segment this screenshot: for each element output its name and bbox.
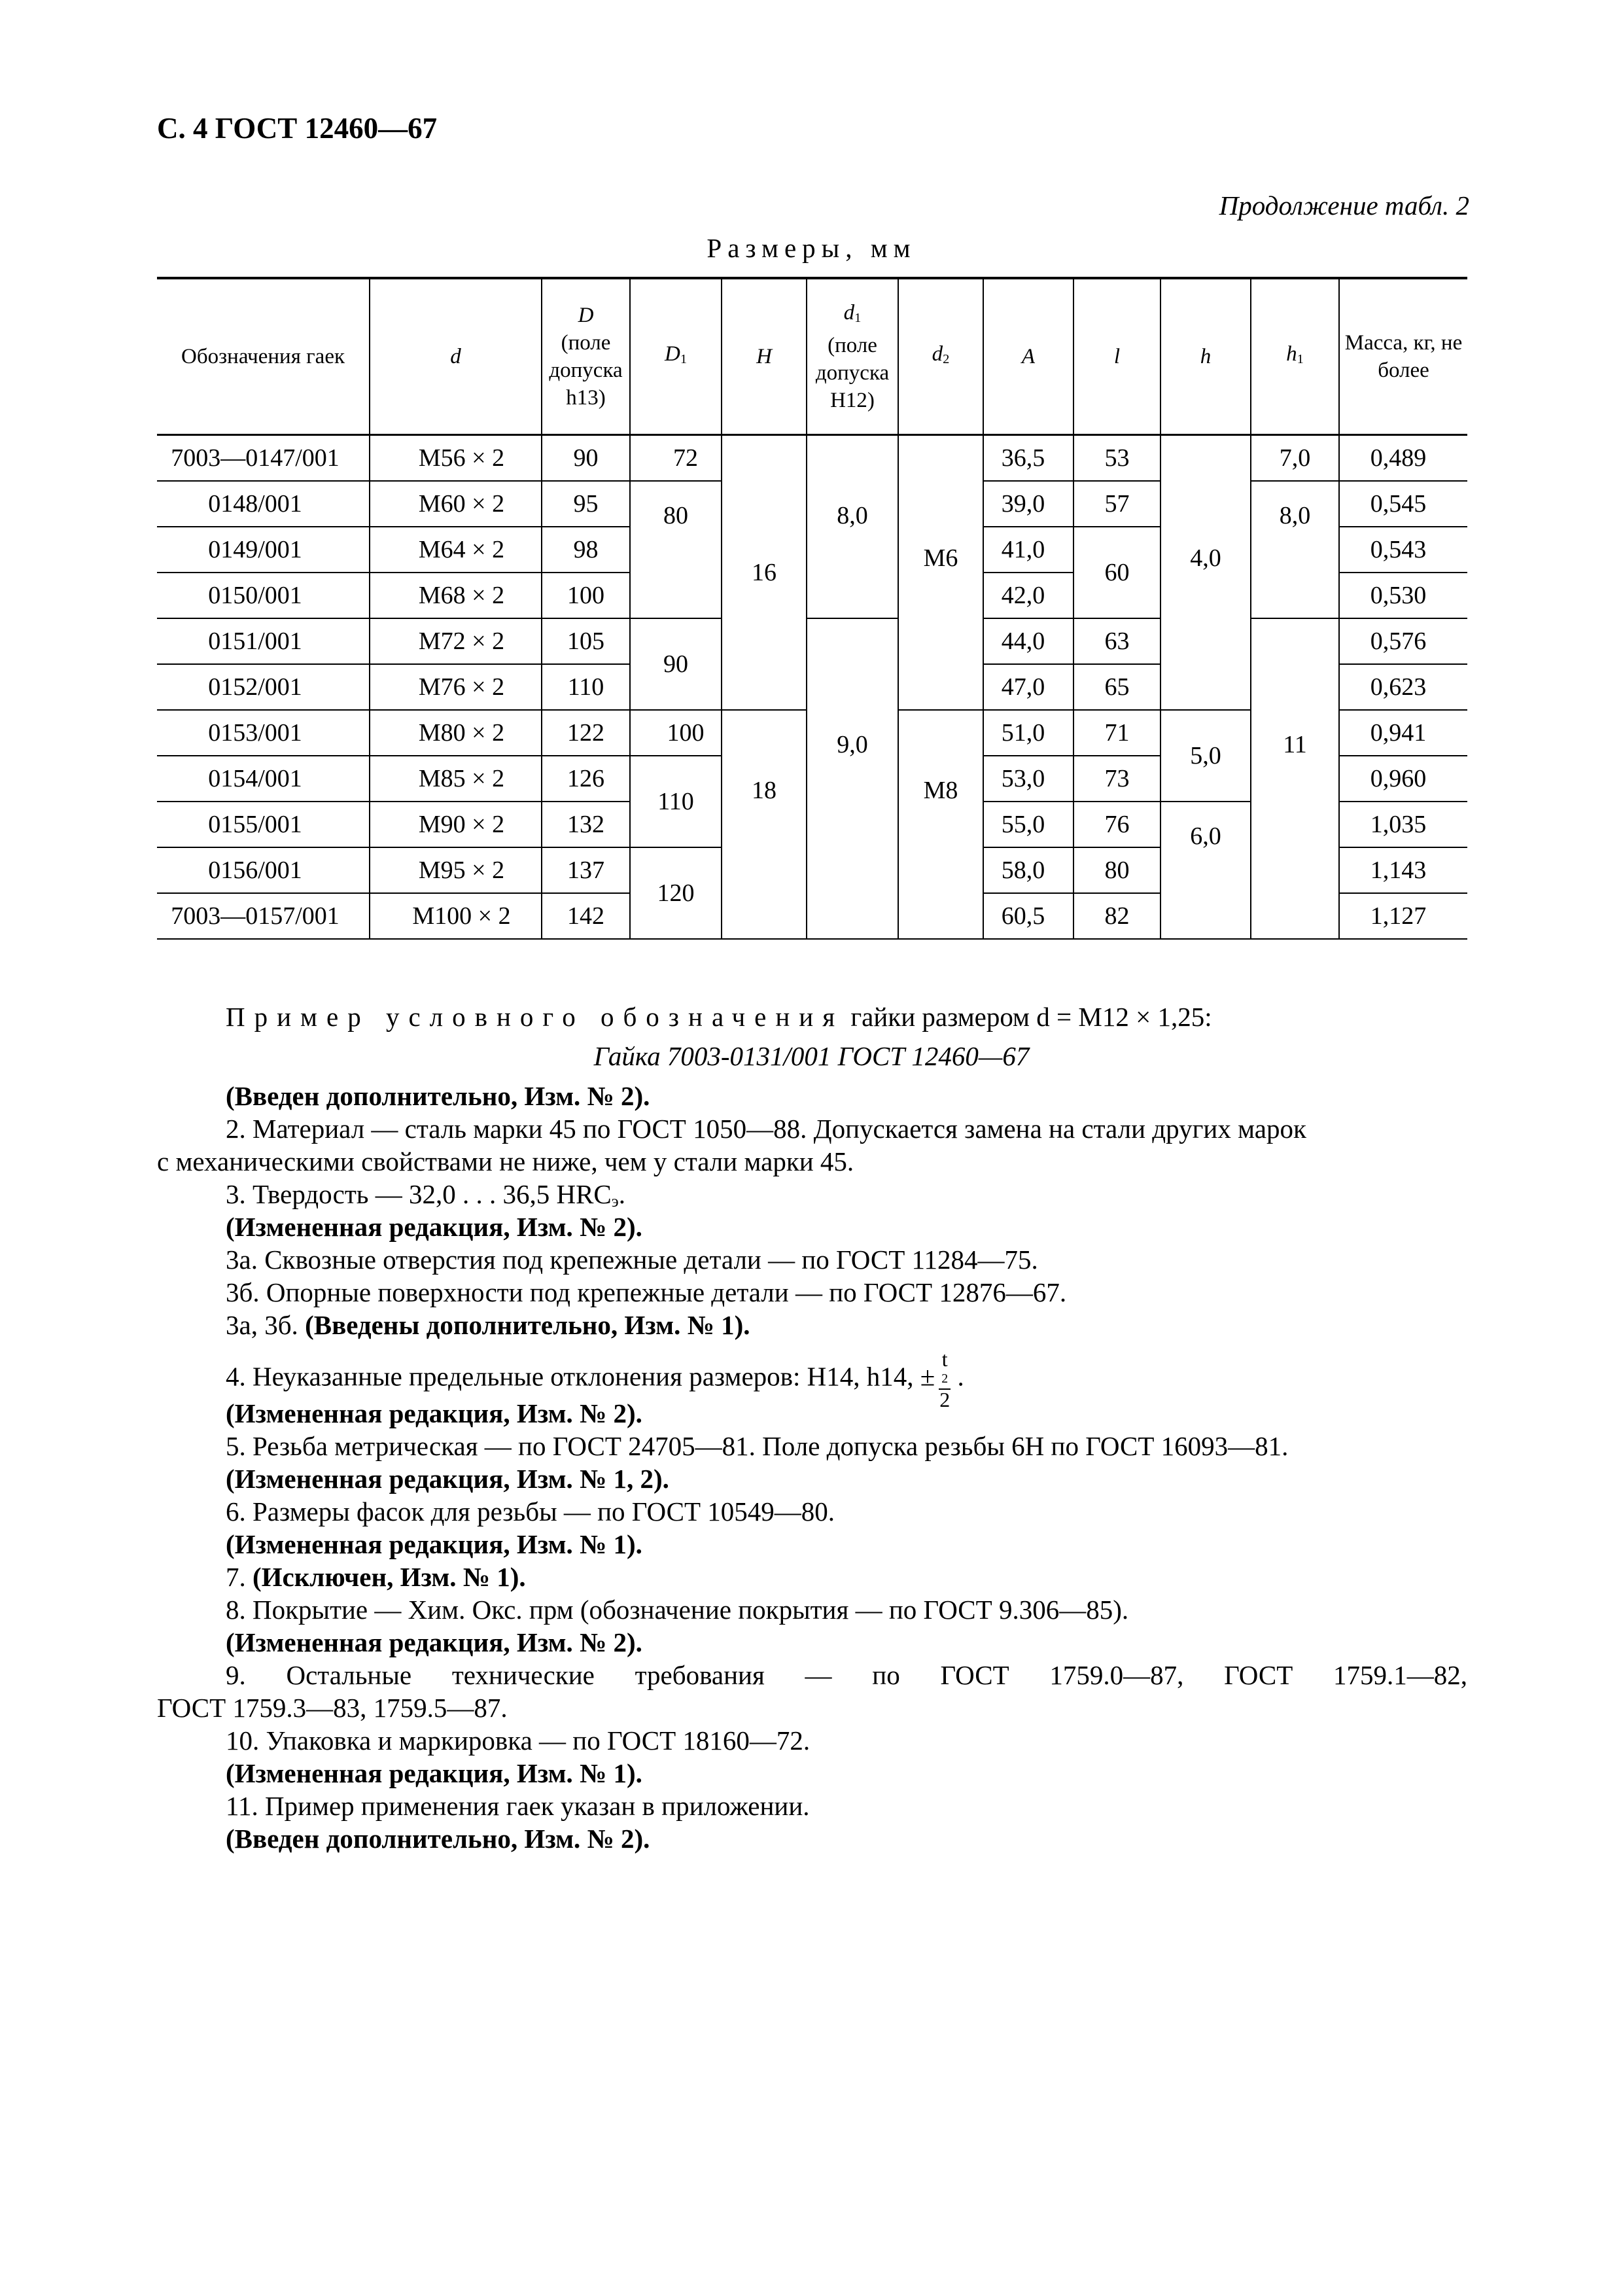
- note-2-continuation: с механическими свойствами не ниже, чем у стали марки 45.: [157, 1146, 854, 1176]
- note-3: 3. Твердость — 32,0 . . . 36,5 HRCэ.: [226, 1179, 625, 1211]
- header-designation: Обозначения гаек: [157, 279, 370, 435]
- cell-l: 80: [1073, 847, 1161, 893]
- note-3ab-amendment: 3а, 3б. (Введены дополнительно, Изм. № 1).: [226, 1310, 750, 1340]
- cell-D: 142: [542, 893, 630, 939]
- cell-D1: 80: [630, 481, 722, 618]
- cell-D: 105: [542, 618, 630, 664]
- table-continuation-label: Продолжение табл. 2: [1219, 190, 1469, 221]
- cell-h: 5,0: [1161, 710, 1251, 802]
- cell-mass: 0,543: [1339, 527, 1467, 573]
- header-h: h: [1161, 279, 1251, 435]
- cell-H: 16: [722, 435, 807, 711]
- cell-d2: M8: [898, 710, 983, 939]
- note-6-amendment: (Измененная редакция, Изм. № 1).: [226, 1529, 642, 1559]
- cell-H: 18: [722, 710, 807, 939]
- cell-designation: 0150/001: [157, 573, 370, 618]
- header-l: l: [1073, 279, 1161, 435]
- note-11-amendment: (Введен дополнительно, Изм. № 2).: [226, 1824, 650, 1854]
- header-h1: h1: [1251, 279, 1339, 435]
- table-row: [157, 435, 1467, 482]
- cell-l: 57: [1073, 481, 1161, 527]
- cell-D: 122: [542, 710, 630, 756]
- cell-d: M56 × 2: [370, 435, 542, 482]
- cell-A: 36,5: [983, 435, 1073, 482]
- header-A: A: [983, 279, 1073, 435]
- cell-d: M100 × 2: [370, 893, 542, 939]
- cell-l: 53: [1073, 435, 1161, 482]
- note-3b: 3б. Опорные поверхности под крепежные детали — по ГОСТ 12876—67.: [226, 1277, 1067, 1307]
- cell-D: 110: [542, 664, 630, 710]
- page-title: С. 4 ГОСТ 12460—67: [157, 112, 438, 145]
- cell-mass: 0,576: [1339, 618, 1467, 664]
- cell-designation: 0151/001: [157, 618, 370, 664]
- cell-A: 41,0: [983, 527, 1073, 573]
- cell-designation: 7003—0157/001: [157, 893, 370, 939]
- cell-d: M72 × 2: [370, 618, 542, 664]
- note-5-amendment: (Измененная редакция, Изм. № 1, 2).: [226, 1464, 669, 1494]
- cell-l: 63: [1073, 618, 1161, 664]
- table-header-row: [157, 279, 1467, 435]
- note-3-amendment: (Измененная редакция, Изм. № 2).: [226, 1212, 642, 1242]
- cell-A: 58,0: [983, 847, 1073, 893]
- cell-A: 60,5: [983, 893, 1073, 939]
- cell-designation: 0155/001: [157, 802, 370, 847]
- cell-A: 44,0: [983, 618, 1073, 664]
- note-5: 5. Резьба метрическая — по ГОСТ 24705—81. Поле допуска резьбы 6Н по ГОСТ 16093—81.: [226, 1431, 1289, 1461]
- cell-mass: 0,530: [1339, 573, 1467, 618]
- cell-D1: 100: [630, 710, 722, 756]
- cell-A: 51,0: [983, 710, 1073, 756]
- cell-d: M80 × 2: [370, 710, 542, 756]
- cell-mass: 1,143: [1339, 847, 1467, 893]
- cell-l: 60: [1073, 527, 1161, 618]
- cell-h: 6,0: [1161, 802, 1251, 939]
- dimensions-table: [157, 278, 1467, 940]
- cell-mass: 0,545: [1339, 481, 1467, 527]
- note-8-amendment: (Измененная редакция, Изм. № 2).: [226, 1627, 642, 1657]
- cell-l: 65: [1073, 664, 1161, 710]
- cell-mass: 0,941: [1339, 710, 1467, 756]
- example-designation: Гайка 7003-0131/001 ГОСТ 12460—67: [593, 1041, 1030, 1071]
- cell-D: 100: [542, 573, 630, 618]
- note-4: 4. Неуказанные предельные отклонения размеров: H14, h14, ± t 2 2 .: [226, 1347, 964, 1411]
- cell-A: 53,0: [983, 756, 1073, 802]
- example-spaced-heading: Пример условного обозначения: [226, 1002, 845, 1032]
- note-10: 10. Упаковка и маркировка — по ГОСТ 18160—72.: [226, 1725, 811, 1756]
- cell-D1: 120: [630, 847, 722, 939]
- header-d2: d2: [898, 279, 983, 435]
- cell-h1: 11: [1251, 618, 1339, 939]
- header-mass: Масса, кг, не более: [1339, 279, 1467, 435]
- cell-l: 71: [1073, 710, 1161, 756]
- cell-l: 82: [1073, 893, 1161, 939]
- cell-D1: 90: [630, 618, 722, 710]
- cell-d2: M6: [898, 435, 983, 711]
- cell-d1: 8,0: [807, 435, 898, 619]
- cell-d1: 9,0: [807, 618, 898, 939]
- header-D: D (поле допуска h13): [542, 279, 630, 435]
- note-1-amendment: (Введен дополнительно, Изм. № 2).: [226, 1081, 650, 1111]
- cell-d: M85 × 2: [370, 756, 542, 802]
- cell-designation: 0153/001: [157, 710, 370, 756]
- cell-l: 76: [1073, 802, 1161, 847]
- cell-D: 137: [542, 847, 630, 893]
- cell-d: M90 × 2: [370, 802, 542, 847]
- cell-mass: 1,127: [1339, 893, 1467, 939]
- cell-A: 39,0: [983, 481, 1073, 527]
- cell-d: M68 × 2: [370, 573, 542, 618]
- cell-designation: 0156/001: [157, 847, 370, 893]
- cell-h1: 7,0: [1251, 435, 1339, 482]
- note-3a: 3а. Сквозные отверстия под крепежные детали — по ГОСТ 11284—75.: [226, 1245, 1038, 1275]
- cell-d: M64 × 2: [370, 527, 542, 573]
- header-D1: D1: [630, 279, 722, 435]
- cell-designation: 0152/001: [157, 664, 370, 710]
- note-10-amendment: (Измененная редакция, Изм. № 1).: [226, 1758, 642, 1788]
- fraction-t2-over-2: t 2 2: [939, 1347, 951, 1411]
- cell-designation: 0148/001: [157, 481, 370, 527]
- cell-A: 47,0: [983, 664, 1073, 710]
- cell-A: 42,0: [983, 573, 1073, 618]
- cell-h1: 8,0: [1251, 481, 1339, 618]
- note-7: 7. (Исключен, Изм. № 1).: [226, 1562, 526, 1592]
- table-row: [157, 618, 1467, 664]
- cell-D: 95: [542, 481, 630, 527]
- note-8: 8. Покрытие — Хим. Окс. прм (обозначение покрытия — по ГОСТ 9.306—85).: [226, 1595, 1129, 1625]
- cell-d: M95 × 2: [370, 847, 542, 893]
- cell-d: M60 × 2: [370, 481, 542, 527]
- cell-mass: 1,035: [1339, 802, 1467, 847]
- cell-l: 73: [1073, 756, 1161, 802]
- cell-designation: 7003—0147/001: [157, 435, 370, 482]
- cell-D: 98: [542, 527, 630, 573]
- note-11: 11. Пример применения гаек указан в приложении.: [226, 1791, 810, 1821]
- cell-designation: 0154/001: [157, 756, 370, 802]
- cell-mass: 0,489: [1339, 435, 1467, 482]
- cell-d: M76 × 2: [370, 664, 542, 710]
- example-line: [226, 1001, 1212, 1033]
- cell-A: 55,0: [983, 802, 1073, 847]
- cell-mass: 0,960: [1339, 756, 1467, 802]
- header-d1: d1 (поле допуска H12): [807, 279, 898, 435]
- header-H: H: [722, 279, 807, 435]
- note-9-continuation: ГОСТ 1759.3—83, 1759.5—87.: [157, 1693, 508, 1723]
- cell-D1: 72: [630, 435, 722, 482]
- table-units-label: Размеры, мм: [707, 233, 916, 263]
- cell-D: 126: [542, 756, 630, 802]
- cell-D: 90: [542, 435, 630, 482]
- note-9: 9. Остальные технические требования — по ГОСТ 1759.0—87, ГОСТ 1759.1—82,: [226, 1660, 1467, 1690]
- cell-designation: 0149/001: [157, 527, 370, 573]
- cell-D1: 110: [630, 756, 722, 847]
- example-text: гайки размером d = M12 × 1,25:: [850, 1002, 1212, 1032]
- note-6: 6. Размеры фасок для резьбы — по ГОСТ 10549—80.: [226, 1496, 835, 1527]
- note-4-amendment: (Измененная редакция, Изм. № 2).: [226, 1398, 642, 1428]
- cell-D: 132: [542, 802, 630, 847]
- header-d: d: [370, 279, 542, 435]
- cell-h: 4,0: [1161, 435, 1251, 711]
- note-2: 2. Материал — сталь марки 45 по ГОСТ 1050—88. Допускается замена на стали других марок: [226, 1114, 1306, 1144]
- cell-mass: 0,623: [1339, 664, 1467, 710]
